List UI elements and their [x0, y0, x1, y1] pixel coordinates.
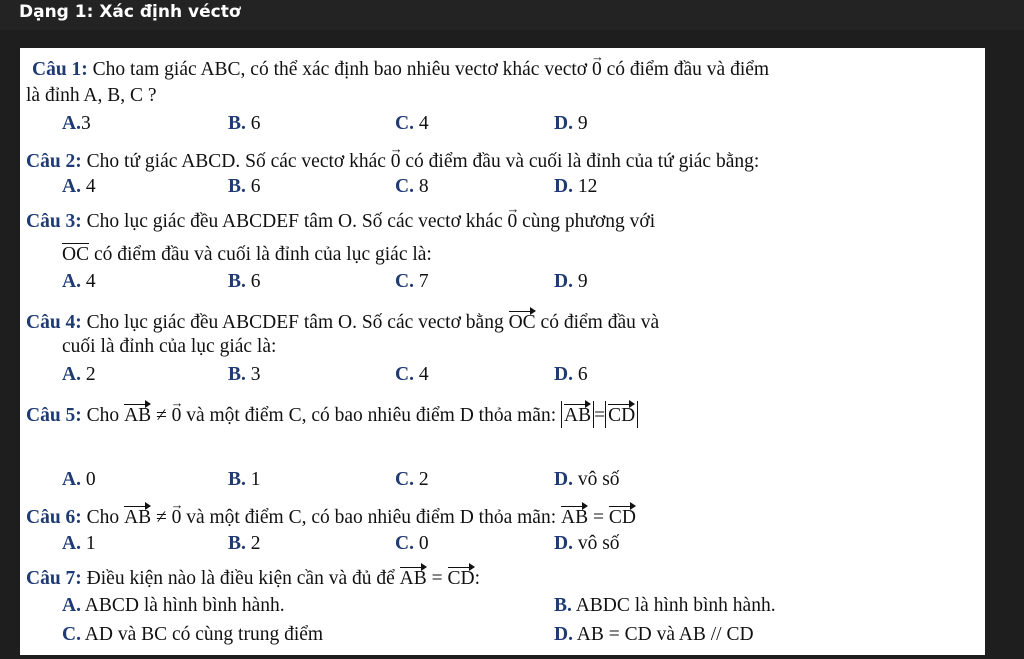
not-equal-sign: ≠	[156, 507, 167, 528]
abs-vector-cd: CD	[605, 401, 638, 428]
vector-oc: OC	[62, 244, 90, 265]
question-text: Cho	[86, 507, 120, 528]
equal-sign: =	[431, 568, 443, 589]
zero-vector: → 0	[391, 148, 401, 174]
option-a: A. 2	[62, 364, 96, 385]
worksheet	[20, 48, 985, 655]
vector-ab: AB	[561, 503, 588, 530]
question-label: Câu 4:	[26, 312, 82, 333]
question-text: Điều kiện nào là điều kiện cần và đủ để	[86, 568, 395, 589]
option-d: D. 6	[554, 364, 588, 385]
question-2	[26, 148, 759, 174]
question-text: cuối là đỉnh của lục giác là:	[62, 336, 277, 357]
question-7	[26, 564, 480, 591]
option-c: C. 0	[395, 533, 429, 554]
question-label: Câu 2:	[26, 151, 82, 172]
question-1	[32, 56, 769, 82]
question-text: Cho lục giác đều ABCDEF tâm O. Số các vectơ bằng	[86, 312, 504, 333]
option-a: A. 4	[62, 271, 96, 292]
question-text: có điểm đầu và cuối là đỉnh của tứ giác bằng:	[405, 151, 760, 172]
equal-sign: =	[594, 405, 606, 426]
question-text: có điểm đầu và điểm	[606, 59, 770, 80]
question-5	[26, 401, 638, 428]
option-a: A. ABCD là hình bình hành.	[62, 595, 285, 616]
question-6	[26, 503, 636, 530]
question-label: Câu 1:	[32, 59, 88, 80]
vector-ab: AB	[124, 401, 151, 428]
zero-vector: → 0	[507, 208, 517, 234]
option-d: D. 9	[554, 271, 588, 292]
vector-ab: AB	[400, 564, 427, 591]
colon: :	[474, 568, 481, 589]
question-label: Câu 5:	[26, 405, 82, 426]
question-text: Cho tam giác ABC, có thể xác định bao nhiêu vectơ khác vectơ	[92, 59, 588, 80]
option-d: D. 12	[554, 176, 598, 197]
option-b: B. 1	[228, 469, 261, 490]
question-3	[26, 208, 655, 234]
question-text: và một điểm C, có bao nhiêu điểm D thỏa mãn:	[186, 405, 557, 426]
question-text: Cho tứ giác ABCD. Số các vectơ khác	[86, 151, 386, 172]
option-d: D. 9	[554, 113, 588, 134]
question-label: Câu 7:	[26, 568, 82, 589]
question-4-continued	[62, 335, 276, 359]
question-4	[26, 308, 659, 335]
title-bar	[0, 0, 1024, 30]
option-a: A. 1	[62, 533, 96, 554]
option-c: C. AD và BC có cùng trung điểm	[62, 624, 324, 645]
option-c: C. 4	[395, 364, 429, 385]
option-d: D. vô số	[554, 533, 620, 554]
option-b: B. 6	[228, 113, 261, 134]
option-b: B. 6	[228, 271, 261, 292]
zero-vector: → 0	[592, 56, 602, 82]
option-b: B. 2	[228, 533, 261, 554]
option-d: D. vô số	[554, 469, 620, 490]
option-d: D. AB = CD và AB // CD	[554, 624, 754, 645]
vector-oc: OC	[509, 308, 536, 335]
option-c: C. 2	[395, 469, 429, 490]
vector-cd: CD	[448, 564, 475, 591]
zero-vector: → 0	[172, 504, 182, 530]
option-b: B. 6	[228, 176, 261, 197]
zero-vector: → 0	[172, 402, 182, 428]
question-text: có điểm đầu và cuối là đỉnh của lục giác là:	[93, 244, 432, 265]
question-text: Cho lục giác đều ABCDEF tâm O. Số các vectơ khác	[86, 211, 503, 232]
question-1-continued	[26, 84, 157, 108]
question-text: là đỉnh A, B, C ?	[26, 85, 157, 106]
option-a: A. 0	[62, 469, 96, 490]
option-c: C. 7	[395, 271, 429, 292]
option-c: C. 8	[395, 176, 429, 197]
option-b: B. ABDC là hình bình hành.	[554, 595, 776, 616]
question-text: có điểm đầu và	[540, 312, 660, 333]
question-label: Câu 3:	[26, 211, 82, 232]
question-text: Cho	[86, 405, 120, 426]
equal-sign: =	[592, 507, 604, 528]
not-equal-sign: ≠	[156, 405, 167, 426]
abs-vector-ab: AB	[561, 401, 594, 428]
option-b: B. 3	[228, 364, 261, 385]
question-text: và một điểm C, có bao nhiêu điểm D thỏa mãn:	[186, 507, 557, 528]
question-3-continued	[62, 243, 432, 267]
vector-ab: AB	[124, 503, 151, 530]
vector-cd: CD	[609, 503, 636, 530]
question-text: cùng phương với	[522, 211, 656, 232]
question-label: Câu 6:	[26, 507, 82, 528]
page-title: Dạng 1: Xác định véctơ	[19, 2, 241, 22]
option-a: A. 4	[62, 176, 96, 197]
option-a: A.3	[62, 113, 91, 134]
option-c: C. 4	[395, 113, 429, 134]
